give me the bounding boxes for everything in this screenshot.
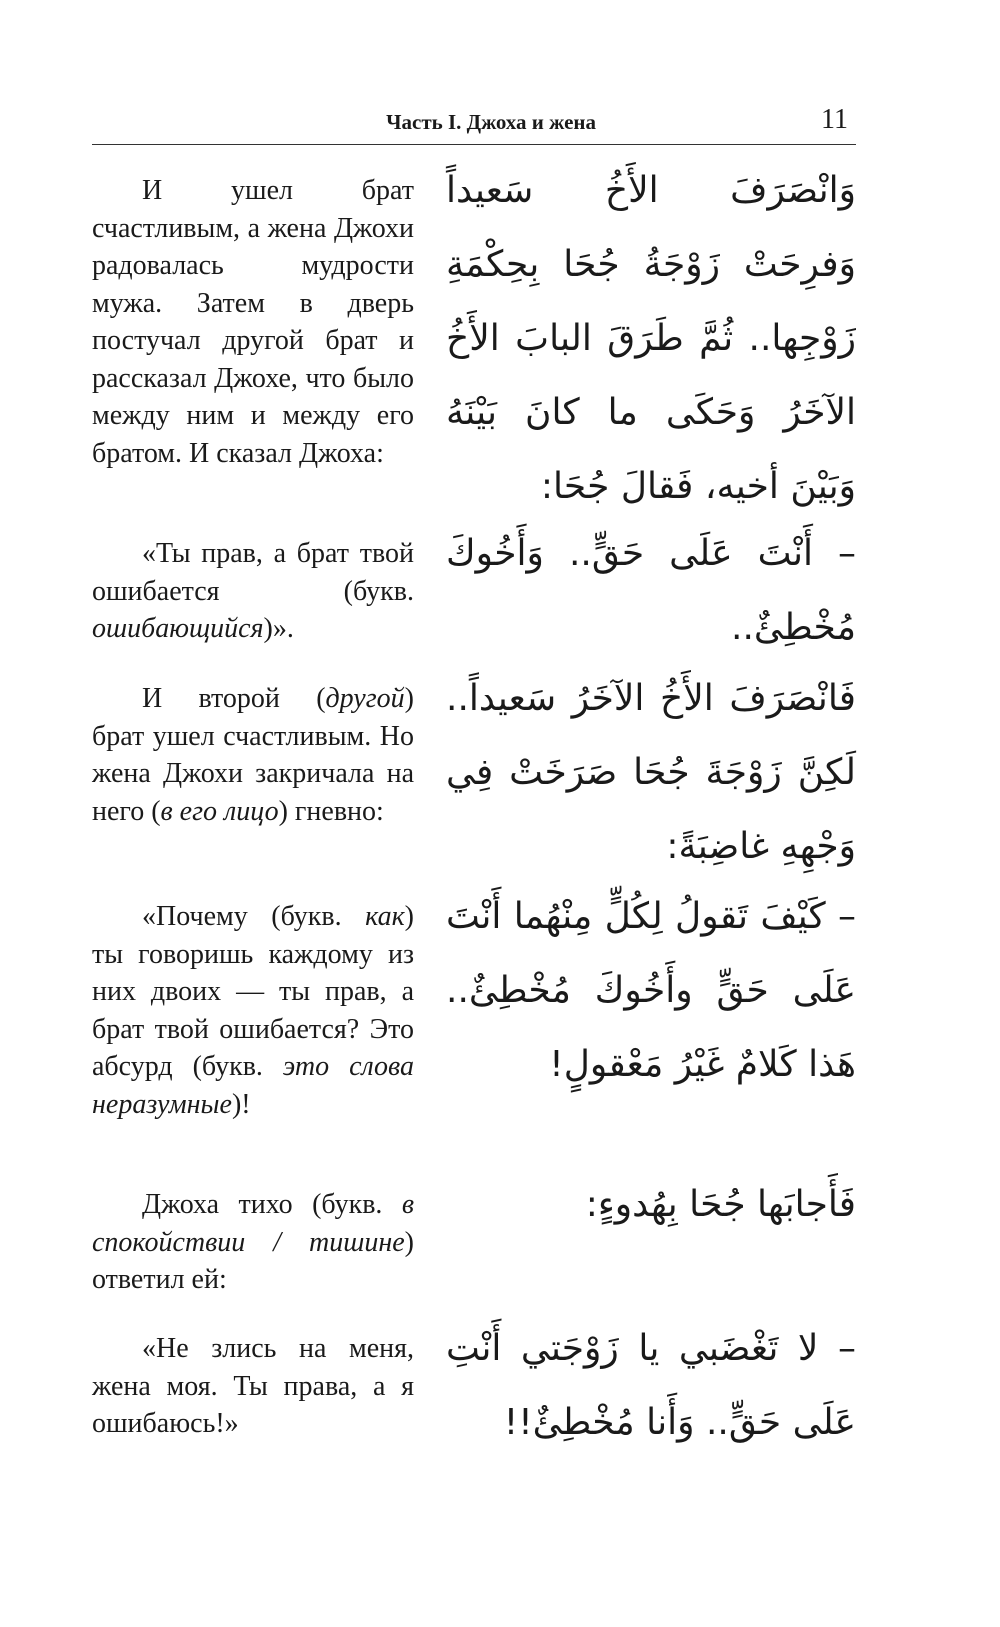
- russian-paragraph: И второй (другой) брат ушел счастливым. Но жена Джохи закричала на него (в его лицо) гневно:: [92, 683, 414, 827]
- russian-paragraph: «Почему (букв. как) ты говоришь каждому из них двоих — ты прав, а брат твой ошибается? Это абсурд (букв. это слова неразумные)!: [92, 901, 415, 1120]
- italic-gloss: как: [365, 901, 405, 932]
- running-header: [92, 100, 856, 145]
- italic-gloss: в спокойствии / тишине: [92, 1189, 415, 1258]
- russian-paragraph: Джоха тихо (букв. в спокойствии / тишине) ответил ей:: [92, 1189, 415, 1295]
- russian-paragraph: «Ты прав, а брат твой ошибается (букв. ошибающийся)».: [92, 538, 414, 644]
- italic-gloss: это слова неразумные: [92, 1051, 415, 1120]
- russian-paragraph: «Не злись на меня, жена моя. Ты права, а я ошибаюсь!»: [92, 1333, 414, 1439]
- page-number: 11: [821, 104, 848, 135]
- arabic-paragraph: – أَنْتَ عَلَى حَقٍّ.. وَأَخُوكَ مُخْطِئٌ..: [446, 533, 856, 648]
- chapter-title: Часть I. Джоха и жена: [386, 110, 596, 134]
- italic-gloss: другой: [325, 683, 405, 714]
- arabic-paragraph: – كَيْفَ تَقولُ لِكُلٍّ مِنْهُما أَنْتَ عَلَى حَقٍّ وأَخُوكَ مُخْطِئٌ.. هَذا كَلامٌ غَيْرُ مَعْقولٍ!: [446, 896, 856, 1085]
- arabic-paragraph: فَانْصَرَفَ الأَخُ الآخَرُ سَعيداً.. لَكِنَّ زَوْجَةَ جُحَا صَرَخَتْ فِي وَجْهِهِ غاضِبَةً:: [446, 678, 856, 867]
- arabic-paragraph: – لا تَغْضَبي يا زَوْجَتي أَنْتِ عَلَى حَقٍّ.. وَأَنا مُخْطِئٌ!!: [446, 1328, 856, 1443]
- arabic-paragraph: وَانْصَرَفَ الأَخُ سَعيداً وَفرِحَتْ زَوْجَةُ جُحَا بِحِكْمَةِ زَوْجِها.. ثُمَّ طَرَقَ البابَ الأَخُ الآخَرُ وَحَكَى ما كانَ بَيْنَهُ وَبَيْنَ أخيه، فَقالَ جُحَا:: [446, 170, 856, 507]
- arabic-paragraph: فَأَجابَها جُحَا بِهُدوءٍ:: [585, 1184, 856, 1225]
- italic-gloss: в его лицо: [160, 795, 279, 827]
- russian-paragraph: И ушел брат счастливым, а жена Джохи радовалась мудрости мужа. Затем в дверь постучал другой брат и рассказал Джохе, что было между ним и между его братом. И сказал Джоха:: [92, 175, 414, 469]
- italic-gloss: ошибающийся: [92, 613, 264, 644]
